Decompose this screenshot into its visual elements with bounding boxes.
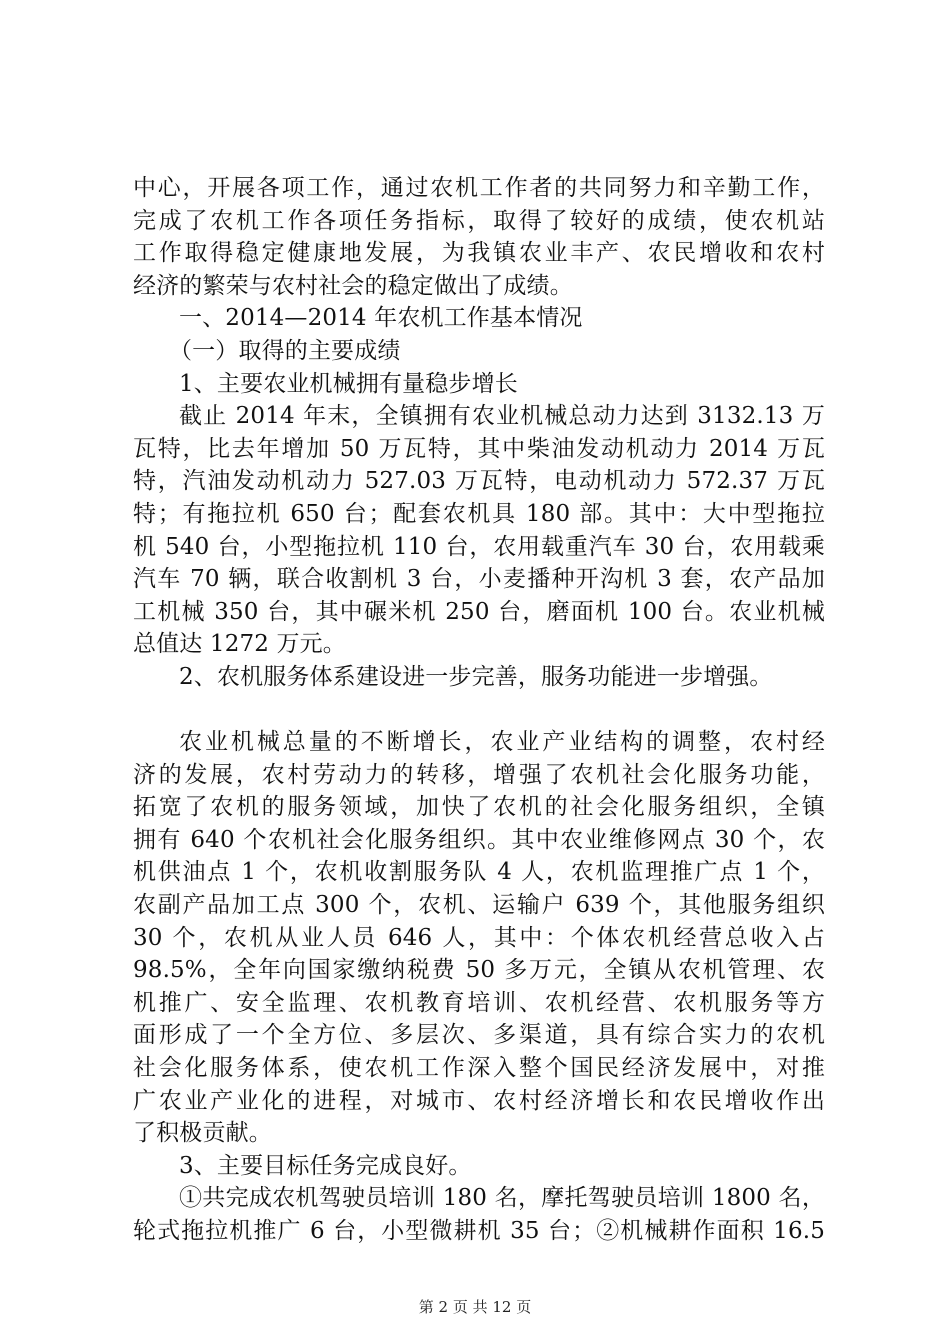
page-number-footer: 第 2 页 共 12 页 [418, 1298, 532, 1316]
body-line: 瓦特，比去年增加 50 万瓦特，其中柴油发动机动力 2014 万瓦 [133, 435, 825, 462]
body-line: 机 540 台，小型拖拉机 110 台，农用载重汽车 30 台，农用载乘 [133, 533, 825, 560]
body-line: 完成了农机工作各项任务指标，取得了较好的成绩，使农机站 [133, 207, 825, 234]
section-heading: 一、2014—2014 年农机工作基本情况 [179, 305, 583, 332]
body-line: 农副产品加工点 300 个，农机、运输户 639 个，其他服务组织 [133, 892, 825, 919]
body-line: 面形成了一个全方位、多层次、多渠道，具有综合实力的农机 [133, 1022, 825, 1049]
body-line: 经济的繁荣与农村社会的稳定做出了成绩。 [133, 272, 573, 299]
item-heading: 2、农机服务体系建设进一步完善，服务功能进一步增强。 [179, 663, 773, 690]
body-line: 30 个，农机从业人员 646 人，其中：个体农机经营总收入占 [133, 924, 825, 951]
subsection-heading: （一）取得的主要成绩 [169, 337, 401, 364]
body-line: 社会化服务体系，使农机工作深入整个国民经济发展中，对推 [133, 1055, 825, 1082]
body-line: 农业机械总量的不断增长，农业产业结构的调整，农村经 [179, 729, 825, 756]
body-line: 总值达 1272 万元。 [133, 631, 346, 658]
body-line: 机推广、安全监理、农机教育培训、农机经营、农机服务等方 [133, 989, 825, 1016]
body-line: 广农业产业化的进程，对城市、农村经济增长和农民增收作出 [133, 1087, 825, 1114]
body-line: 截止 2014 年末，全镇拥有农业机械总动力达到 3132.13 万 [179, 403, 825, 430]
document-body [133, 172, 825, 1248]
body-line: 汽车 70 辆，联合收割机 3 台，小麦播种开沟机 3 套，农产品加 [133, 566, 825, 593]
body-line: 98.5%，全年向国家缴纳税费 50 多万元，全镇从农机管理、农 [133, 957, 825, 984]
body-line: ①共完成农机驾驶员培训 180 名，摩托驾驶员培训 1800 名， [179, 1185, 825, 1212]
body-line: 工作取得稳定健康地发展，为我镇农业丰产、农民增收和农村 [133, 240, 825, 267]
body-line: 特；有拖拉机 650 台；配套农机具 180 部。其中：大中型拖拉 [133, 500, 825, 527]
body-line: 中心，开展各项工作，通过农机工作者的共同努力和辛勤工作， [133, 175, 825, 201]
body-line: 轮式拖拉机推广 6 台，小型微耕机 35 台；②机械耕作面积 16.5 [133, 1218, 825, 1244]
body-line: 济的发展，农村劳动力的转移，增强了农机社会化服务功能， [133, 761, 825, 788]
item-heading: 1、主要农业机械拥有量稳步增长 [179, 370, 518, 397]
body-line: 机供油点 1 个，农机收割服务队 4 人，农机监理推广点 1 个， [133, 859, 825, 886]
body-line: 工机械 350 台，其中碾米机 250 台，磨面机 100 台。农业机械 [133, 598, 825, 625]
paragraph-gap [133, 694, 825, 727]
body-line: 拥有 640 个农机社会化服务组织。其中农业维修网点 30 个，农 [133, 826, 825, 853]
body-line: 特，汽油发动机动力 527.03 万瓦特，电动机动力 572.37 万瓦 [133, 468, 825, 495]
item-heading: 3、主要目标任务完成良好。 [179, 1152, 472, 1179]
body-line: 拓宽了农机的服务领域，加快了农机的社会化服务组织，全镇 [133, 794, 825, 821]
body-line: 了积极贡献。 [133, 1120, 272, 1147]
